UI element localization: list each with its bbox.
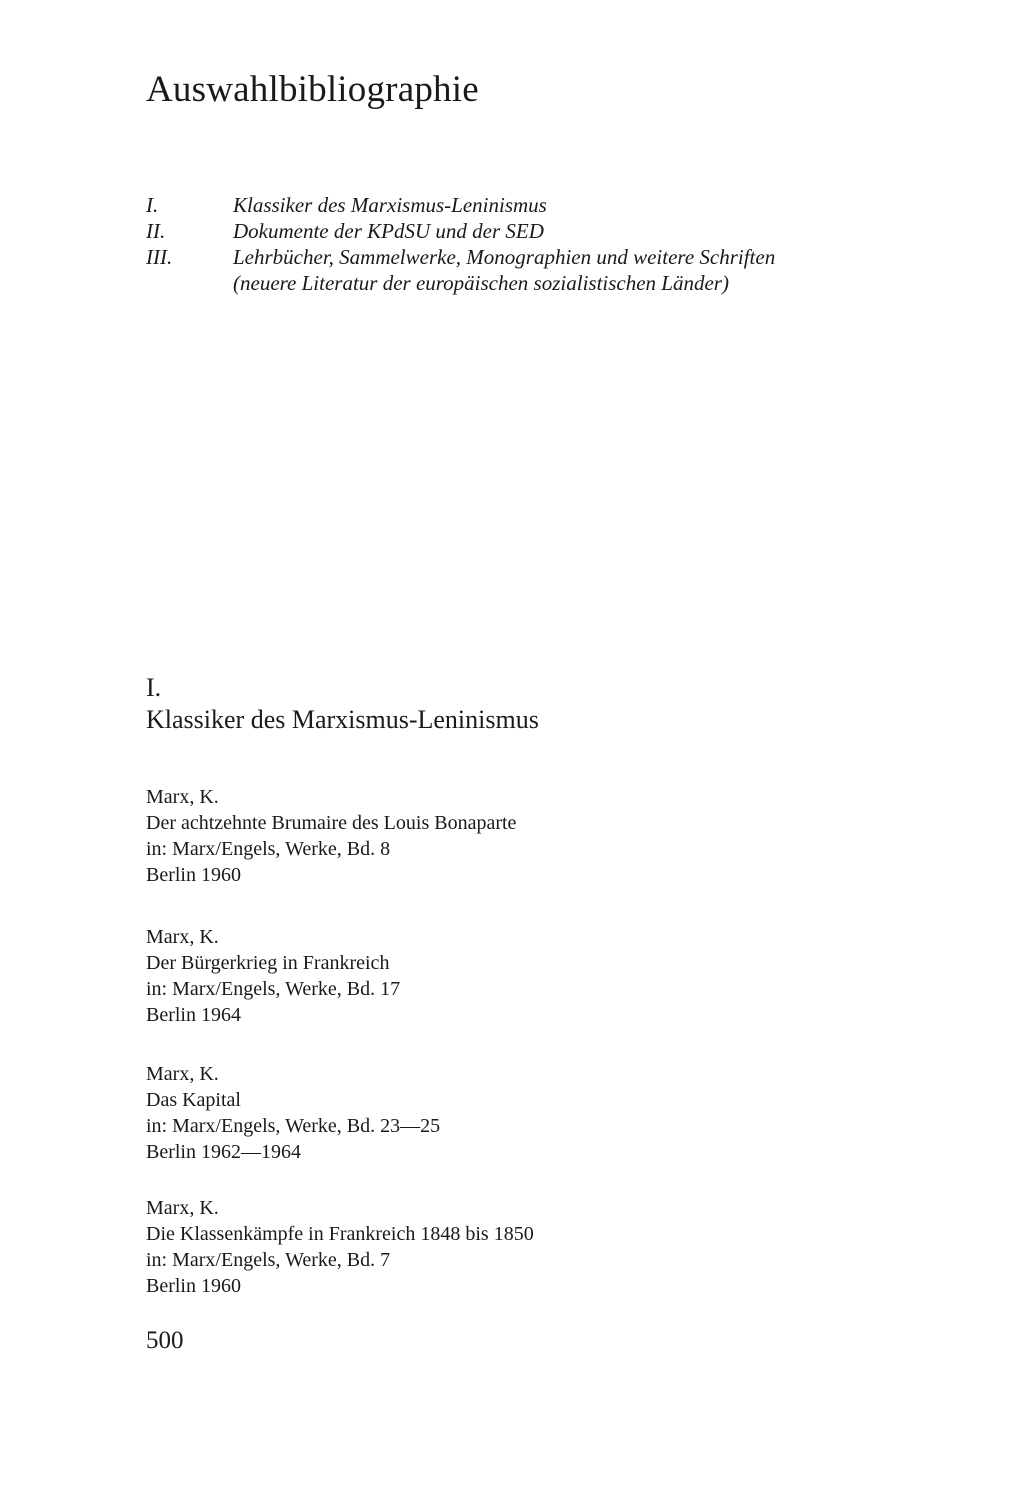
toc-item-number: I. xyxy=(146,193,159,217)
page-number: 500 xyxy=(146,1327,184,1354)
bibliography-entry xyxy=(146,924,400,1028)
entry-source: in: Marx/Engels, Werke, Bd. 8 xyxy=(146,838,391,860)
toc-item xyxy=(146,192,906,218)
bibliography-entry xyxy=(146,1061,440,1165)
toc-item-title: Lehrbücher, Sammelwerke, Monographien und weitere Schriften xyxy=(233,245,776,269)
section-number: I. xyxy=(146,673,162,702)
table-of-contents xyxy=(146,192,906,296)
entry-author: Marx, K. xyxy=(146,926,219,948)
entry-author: Marx, K. xyxy=(146,1197,219,1219)
toc-item-subtitle: (neuere Literatur der europäischen sozialistischen Länder) xyxy=(233,271,729,295)
entry-place-year: Berlin 1960 xyxy=(146,864,241,886)
entry-place-year: Berlin 1960 xyxy=(146,1275,241,1297)
entry-place-year: Berlin 1964 xyxy=(146,1004,241,1026)
entry-title: Das Kapital xyxy=(146,1089,241,1111)
section-title: Klassiker des Marxismus-Leninismus xyxy=(146,705,539,734)
entry-author: Marx, K. xyxy=(146,1063,219,1085)
toc-item-number: III. xyxy=(146,245,173,269)
toc-item-title: Klassiker des Marxismus-Leninismus xyxy=(233,193,547,217)
entry-author: Marx, K. xyxy=(146,786,219,808)
section-heading xyxy=(146,672,539,736)
toc-item-title: Dokumente der KPdSU und der SED xyxy=(233,219,544,243)
toc-item-number: II. xyxy=(146,219,166,243)
page-title: Auswahlbibliographie xyxy=(146,69,479,110)
bibliography-entry xyxy=(146,1195,534,1299)
entry-place-year: Berlin 1962—1964 xyxy=(146,1141,301,1163)
entry-source: in: Marx/Engels, Werke, Bd. 17 xyxy=(146,978,401,1000)
entry-title: Der achtzehnte Brumaire des Louis Bonaparte xyxy=(146,812,517,834)
entry-source: in: Marx/Engels, Werke, Bd. 23—25 xyxy=(146,1115,441,1137)
entry-source: in: Marx/Engels, Werke, Bd. 7 xyxy=(146,1249,391,1271)
bibliography-entry xyxy=(146,784,516,888)
toc-item xyxy=(146,244,906,296)
toc-item xyxy=(146,218,906,244)
entry-title: Die Klassenkämpfe in Frankreich 1848 bis 1850 xyxy=(146,1223,534,1245)
entry-title: Der Bürgerkrieg in Frankreich xyxy=(146,952,390,974)
